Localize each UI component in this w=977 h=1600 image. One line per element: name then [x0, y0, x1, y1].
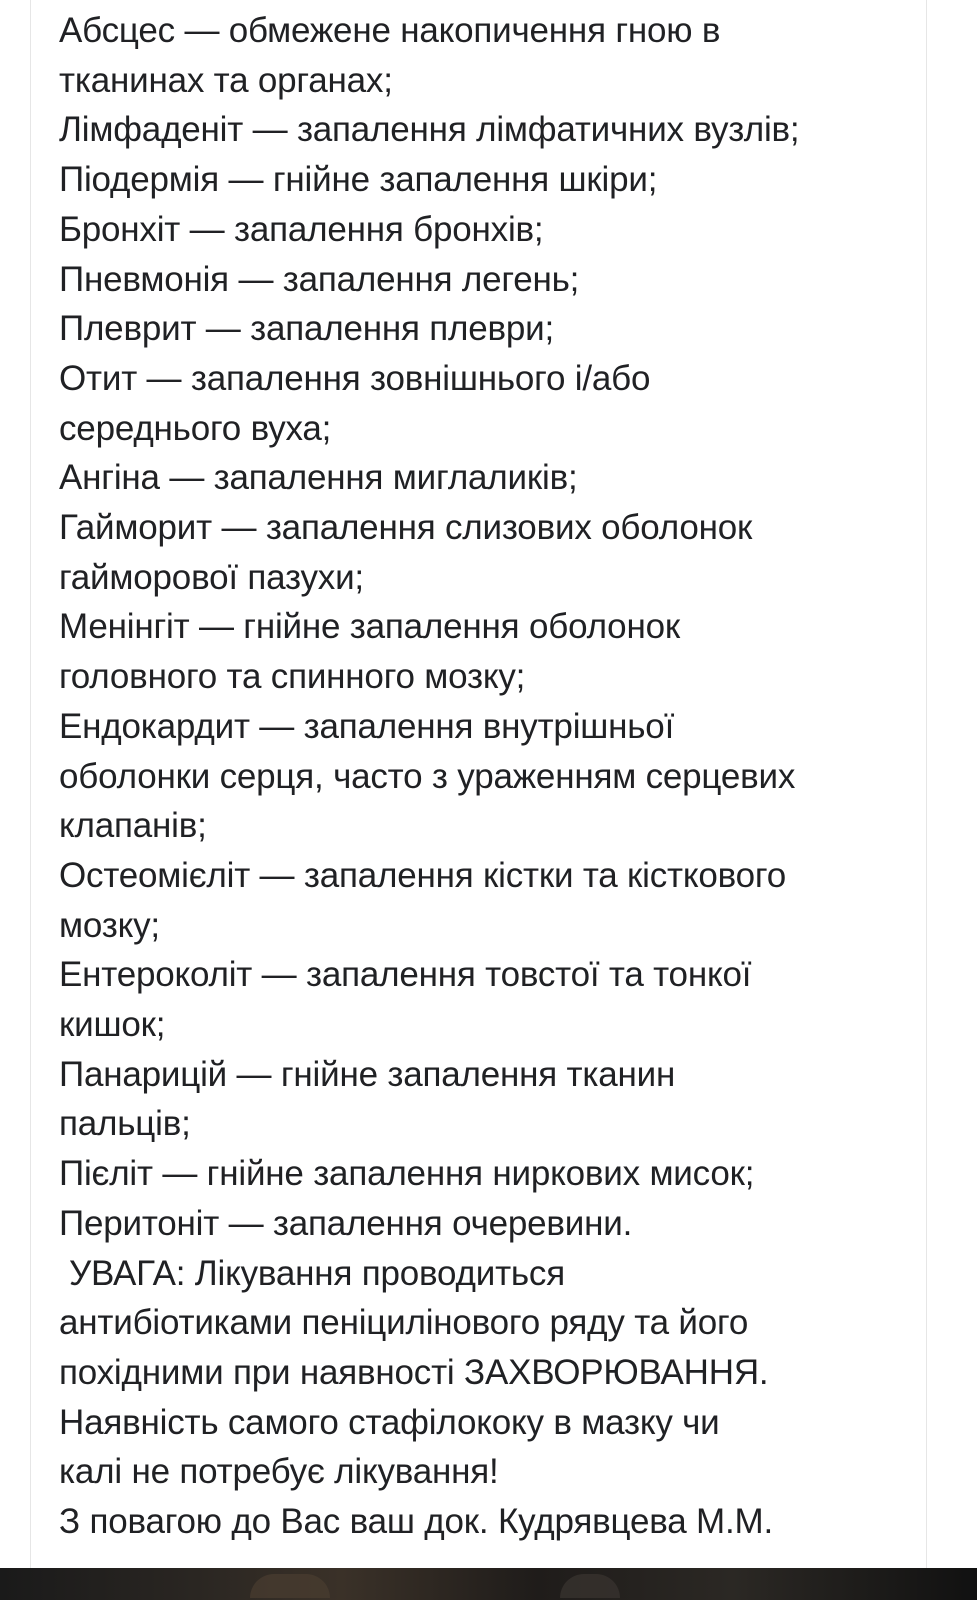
text-line: Абсцес — обмежене накопичення гною в [59, 11, 721, 50]
text-line: Ентероколіт — запалення товстої та тонкої [59, 955, 752, 995]
text-line: мозку; [59, 905, 160, 945]
photo-fragment [560, 1574, 620, 1598]
text-line: клапанів; [59, 806, 207, 846]
text-line: калі не потребує лікування! [59, 1452, 499, 1492]
text-line: Наявність самого стафілококу в мазку чи [59, 1402, 720, 1442]
text-line: Піодермія — гнійне запалення шкіри; [59, 160, 658, 200]
warning-line: УВАГА: Лікування проводиться [69, 1253, 565, 1293]
text-line: кишок; [59, 1005, 166, 1045]
text-line: Менінгіт — гнійне запалення оболонок [59, 607, 680, 647]
photo-fragment [250, 1574, 330, 1598]
text-line: оболонки серця, часто з ураженням серцевих [59, 756, 796, 796]
text-line: тканинах та органах; [59, 60, 393, 100]
text-line: Панарицій — гнійне запалення тканин [59, 1054, 676, 1094]
text-line: гайморової пазухи; [59, 557, 364, 597]
text-line: Перитоніт — запалення очеревини. [59, 1203, 633, 1243]
text-line: антибіотиками пеніцилінового ряду та його [59, 1303, 749, 1343]
text-line: Плеврит — запалення плеври; [59, 309, 555, 349]
text-line: Пієліт — гнійне запалення ниркових мисок; [59, 1154, 755, 1194]
text-line: Остеомієліт — запалення кістки та кісткового [59, 855, 786, 895]
text-line: Ангіна — запалення миглаликів; [59, 458, 578, 498]
text-line: пальців; [59, 1104, 191, 1144]
text-line: Лімфаденіт — запалення лімфатичних вузлів; [59, 110, 800, 150]
text-line: Гайморит — запалення слизових оболонок [59, 508, 753, 548]
text-line: головного та спинного мозку; [59, 657, 526, 697]
text-line: Пневмонія — запалення легень; [59, 259, 580, 299]
text-line: середнього вуха; [59, 408, 332, 448]
message-text [59, 6, 919, 1547]
text-line: Бронхіт — запалення бронхів; [59, 209, 544, 249]
text-line: Отит — запалення зовнішнього і/або [59, 358, 651, 398]
text-line: Ендокардит — запалення внутрішньої [59, 706, 675, 746]
bottom-photo-strip [0, 1568, 977, 1600]
signature-line: З повагою до Вас ваш док. Кудрявцева М.М. [59, 1502, 773, 1542]
message-card [30, 0, 927, 1568]
text-line: похідними при наявності ЗАХВОРЮВАННЯ. [59, 1352, 769, 1392]
